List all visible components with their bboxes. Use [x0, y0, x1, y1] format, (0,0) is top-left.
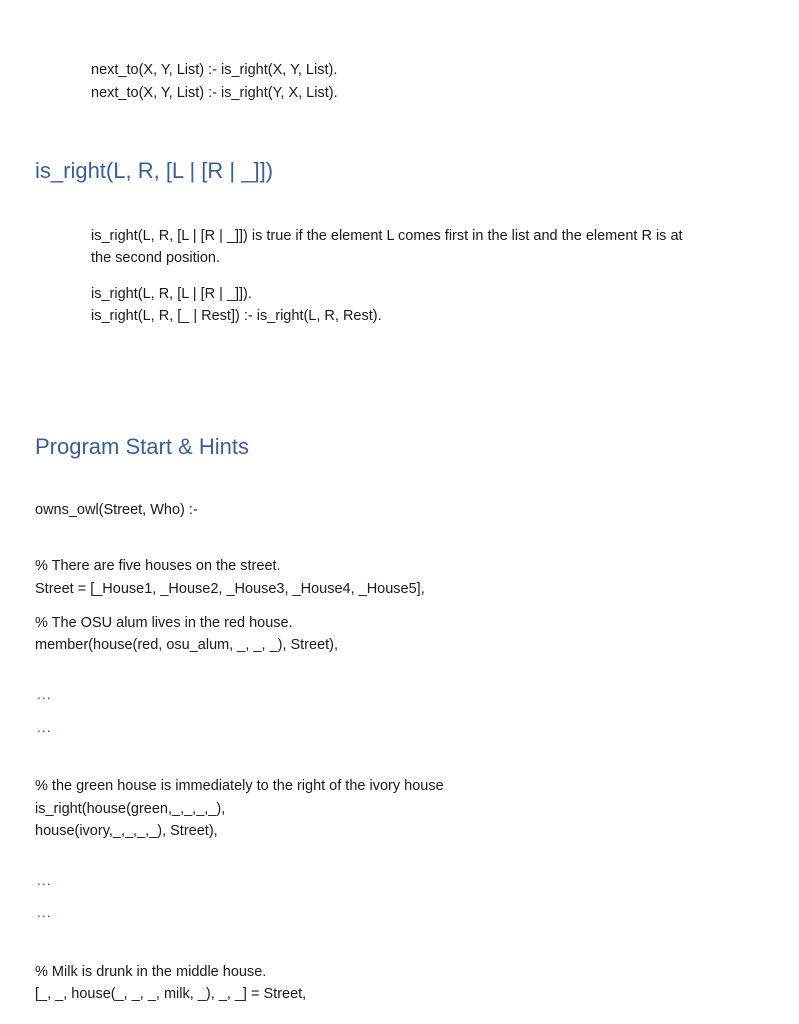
ellipsis-4: ... [37, 904, 52, 920]
comment-milk: % Milk is drunk in the middle house. [35, 964, 267, 980]
is-right-code-line-2: is_right(L, R, [_ | Rest]) :- is_right(L, R, Rest). [91, 308, 382, 324]
is-right-description-line-2: the second position. [91, 250, 220, 266]
is-right-code-line-1: is_right(L, R, [L | [R | _]]). [91, 286, 252, 302]
is-right-heading: is_right(L, R, [L | [R | _]]) [35, 158, 274, 183]
ellipsis-2: ... [37, 719, 52, 735]
owns-owl-head: owns_owl(Street, Who) :- [35, 502, 198, 518]
next-to-line-1: next_to(X, Y, List) :- is_right(X, Y, List). [91, 62, 338, 78]
house-ivory: house(ivory,_,_,_,_), Street), [35, 823, 218, 839]
comment-osu-alum: % The OSU alum lives in the red house. [35, 615, 293, 631]
ellipsis-3: ... [37, 872, 52, 888]
comment-green-house: % the green house is immediately to the right of the ivory house [35, 778, 444, 794]
member-osu-alum: member(house(red, osu_alum, _, _, _), Street), [35, 637, 339, 653]
comment-five-houses: % There are five houses on the street. [35, 558, 281, 574]
program-start-heading: Program Start & Hints [35, 434, 249, 459]
is-right-description-line-1: is_right(L, R, [L | [R | _]]) is true if the element L comes first in the list and the element R is at [91, 228, 683, 244]
street-definition: Street = [_House1, _House2, _House3, _House4, _House5], [35, 581, 425, 597]
next-to-line-2: next_to(X, Y, List) :- is_right(Y, X, List). [91, 85, 338, 101]
ellipsis-1: ... [37, 686, 52, 702]
is-right-green: is_right(house(green,_,_,_,_), [35, 801, 226, 817]
milk-line: [_, _, house(_, _, _, milk, _), _, _] = Street, [35, 986, 307, 1002]
